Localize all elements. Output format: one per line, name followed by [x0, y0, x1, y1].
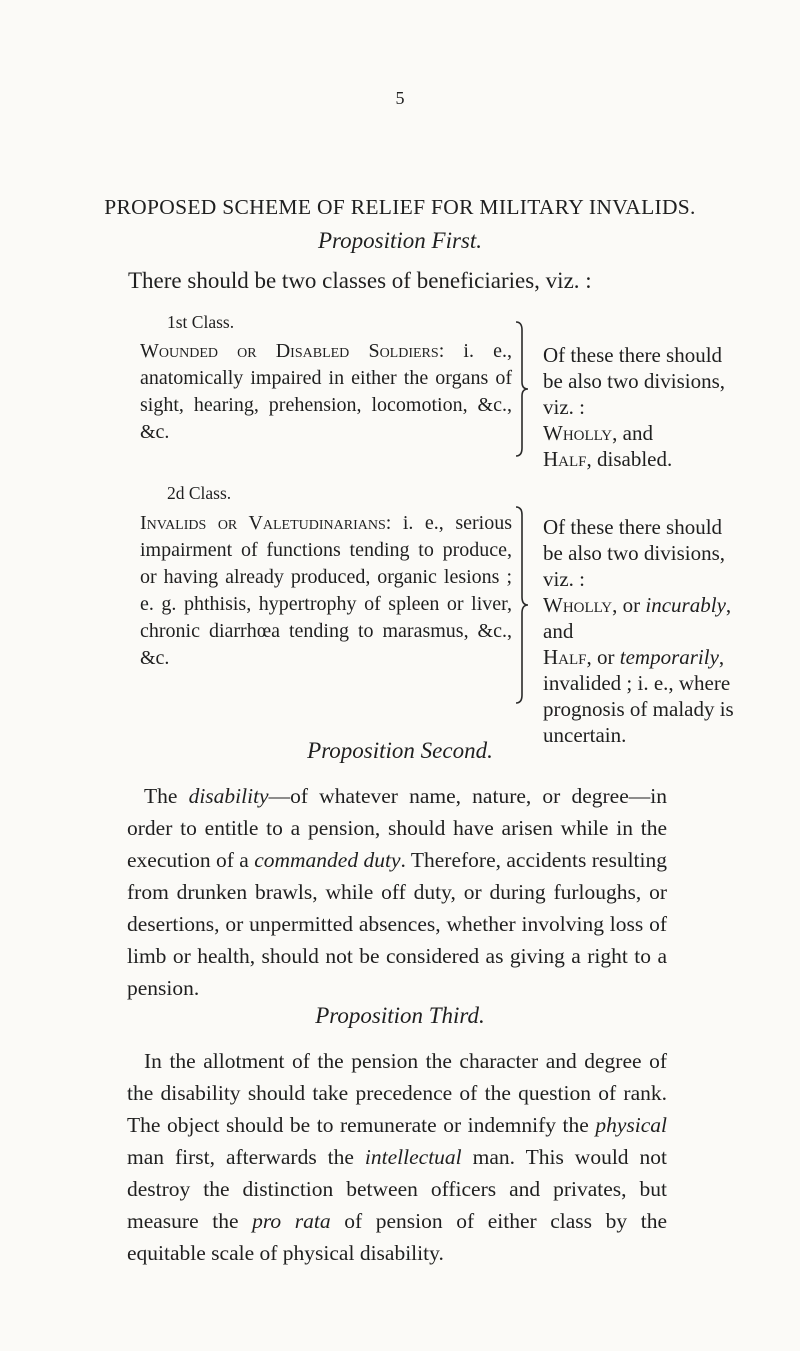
class-2-brace [514, 505, 532, 705]
p3-text-4: of pension of either class by the equitable scale of physical disability. [127, 1209, 667, 1265]
p3-text-1: In the allotment of the pension the character and degree of the disability should take precedence of the question of rank. The object should be to remunerate or indemnify the [127, 1049, 667, 1137]
proposition-first-heading: Proposition First. [318, 228, 482, 253]
class-1-and: , and [612, 421, 653, 445]
class-1-brace [514, 320, 532, 458]
p3-intellectual: intellectual [364, 1145, 462, 1169]
class-2-divisions [543, 514, 743, 748]
p3-pro-rata: pro rata [252, 1209, 331, 1233]
class-2-or-1: , or [612, 593, 646, 617]
class-1-divisions-text: Of these there should be also two divisions, viz. : [543, 343, 725, 419]
class-2-name: Invalids or Valetudinarians [140, 512, 386, 534]
class-1-division-half-suffix: , disabled. [586, 447, 673, 471]
class-2-incurably: incurably [645, 593, 726, 617]
class-1-label: 1st Class. [167, 312, 235, 332]
proposition-third-paragraph [127, 1045, 667, 1269]
class-2-desc: : i. e., serious impairment of functions tending to produce, or having already produced, organic lesions ; e. g. phthisis, hypertrophy of spleen or liver, chronic diarrhœa tending to marasmus, &c., &c. [140, 512, 513, 669]
class-1-division-half: Half [543, 447, 587, 471]
class-1-division-wholly: Wholly [543, 421, 613, 445]
page-number: 5 [395, 88, 405, 108]
p2-text-3: . Therefore, accidents resulting from drunken brawls, while off duty, or during furloughs, or desertions, or unpermitted absences, whether involving loss of limb or health, should not be considered as giving a right to a pension. [127, 848, 667, 1000]
proposition-second-heading: Proposition Second. [307, 738, 493, 763]
class-1-desc: : i. e., anatomically impaired in either the organs of sight, hearing, prehension, locomotion, &c., &c. [140, 340, 512, 443]
class-1-description [140, 338, 512, 446]
proposition-first-intro: There should be two classes of beneficiaries, viz. : [128, 268, 592, 293]
p2-text-1: The [144, 784, 189, 808]
p3-physical: physical [595, 1113, 667, 1137]
class-2-label: 2d Class. [167, 483, 232, 503]
class-2-division-wholly: Wholly [543, 593, 613, 617]
class-2-division-half: Half [543, 645, 587, 669]
proposition-second-paragraph [127, 780, 667, 1004]
class-1-name: Wounded or Disabled Soldiers [140, 340, 439, 362]
p2-commanded-duty: commanded duty [254, 848, 401, 872]
class-2-and: , and [543, 593, 732, 643]
class-1-divisions [543, 342, 733, 472]
p3-text-2: man first, afterwards the [127, 1145, 365, 1169]
proposition-third-heading: Proposition Third. [315, 1003, 485, 1028]
class-2-temporarily: temporarily [619, 645, 719, 669]
p2-disability: disability [188, 784, 269, 808]
class-2-or-2: , or [586, 645, 620, 669]
class-2-division-half-suffix: , invalided ; i. e., where prognosis of malady is uncertain. [543, 645, 734, 747]
class-2-divisions-text: Of these there should be also two divisions, viz. : [543, 515, 725, 591]
class-2-description [140, 510, 512, 672]
p2-text-2: —of whatever name, nature, or degree—in order to entitle to a pension, should have arisen while in the execution of a [127, 784, 667, 872]
page-title: PROPOSED SCHEME OF RELIEF FOR MILITARY INVALIDS. [104, 195, 696, 219]
p3-text-3: man. This would not destroy the distinction between officers and privates, but measure the [127, 1145, 667, 1233]
